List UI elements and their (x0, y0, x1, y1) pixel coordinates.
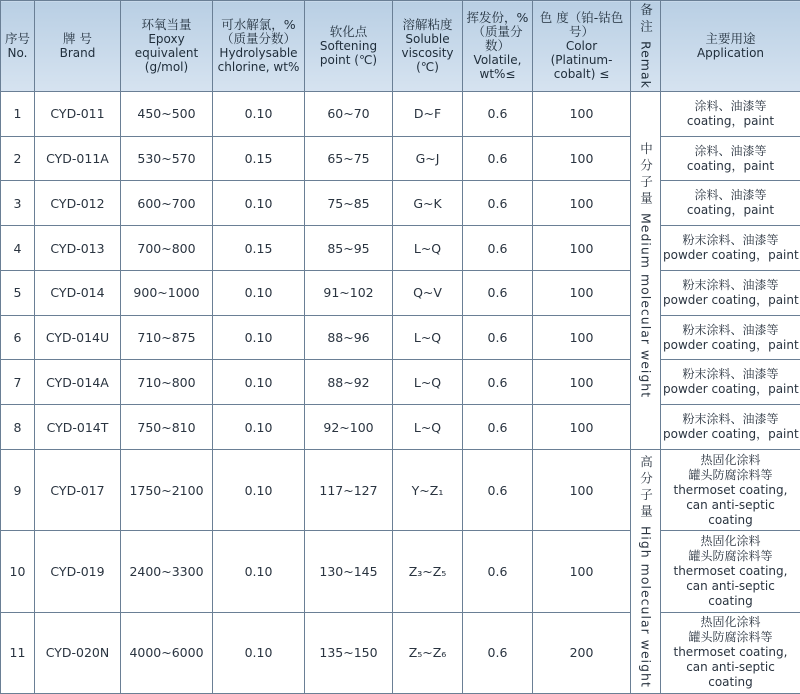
application-line: 热固化涂料 (700, 615, 761, 630)
cell-viscosity: G~K (393, 181, 463, 226)
application-line: 涂料、油漆等 (694, 143, 767, 158)
application-line: 罐头防腐涂料等 (688, 630, 773, 645)
cell-chlorine: 0.15 (213, 136, 305, 181)
header-color: 色 度（铂-钴色号） Color (Platinum-cobalt) ≤ (533, 1, 631, 92)
application-line: thermoset coating, (673, 482, 788, 497)
cell-brand: CYD-020N (35, 612, 121, 693)
cell-volatile: 0.6 (463, 181, 533, 226)
cell-no: 11 (1, 612, 35, 693)
application-line: 罐头防腐涂料等 (688, 548, 773, 563)
remark-zh: 高分子量 (638, 455, 654, 521)
cell-no: 7 (1, 360, 35, 405)
remark-medium-molecular-weight (631, 92, 661, 450)
cell-brand: CYD-012 (35, 181, 121, 226)
cell-softening: 65~75 (305, 136, 393, 181)
header-application: 主要用途 Application (661, 1, 800, 92)
cell-softening: 60~70 (305, 92, 393, 137)
header-remark: 备注 Remak (631, 1, 661, 92)
application-line: coating (708, 675, 753, 690)
cell-application (661, 270, 800, 315)
cell-color: 100 (533, 181, 631, 226)
cell-chlorine: 0.10 (213, 181, 305, 226)
cell-softening: 75~85 (305, 181, 393, 226)
cell-application (661, 360, 800, 405)
cell-color: 100 (533, 405, 631, 450)
cell-epoxy: 450~500 (121, 92, 213, 137)
cell-color: 100 (533, 315, 631, 360)
header-epoxy-equivalent: 环氧当量 Epoxy equivalent (g/mol) (121, 1, 213, 92)
cell-softening: 91~102 (305, 270, 393, 315)
cell-application (661, 531, 800, 612)
application-line: 粉末涂料、油漆等 (682, 322, 779, 337)
cell-brand: CYD-014A (35, 360, 121, 405)
cell-brand: CYD-019 (35, 531, 121, 612)
cell-chlorine: 0.10 (213, 405, 305, 450)
table-row (1, 405, 800, 450)
application-line: 涂料、油漆等 (694, 98, 767, 113)
cell-viscosity: L~Q (393, 226, 463, 271)
cell-viscosity: D~F (393, 92, 463, 137)
cell-softening: 117~127 (305, 449, 393, 530)
cell-no: 10 (1, 531, 35, 612)
table-header (1, 1, 800, 92)
application-line: powder coating，paint (663, 427, 799, 441)
cell-softening: 88~92 (305, 360, 393, 405)
application-line: 粉末涂料、油漆等 (682, 277, 779, 292)
cell-no: 9 (1, 449, 35, 530)
remark-en: High molecular weight (638, 525, 654, 688)
cell-softening: 92~100 (305, 405, 393, 450)
cell-application (661, 612, 800, 693)
cell-viscosity: Z₅~Z₆ (393, 612, 463, 693)
application-line: 涂料、油漆等 (694, 188, 767, 203)
cell-epoxy: 2400~3300 (121, 531, 213, 612)
table-row (1, 226, 800, 271)
table-row (1, 360, 800, 405)
application-line: 粉末涂料、油漆等 (682, 412, 779, 426)
cell-color: 200 (533, 612, 631, 693)
cell-no: 1 (1, 92, 35, 137)
cell-chlorine: 0.10 (213, 270, 305, 315)
cell-volatile: 0.6 (463, 136, 533, 181)
application-line: powder coating，paint (663, 248, 799, 263)
cell-epoxy: 600~700 (121, 181, 213, 226)
cell-softening: 85~95 (305, 226, 393, 271)
cell-volatile: 0.6 (463, 360, 533, 405)
application-line: coating，paint (686, 158, 775, 173)
cell-no: 8 (1, 405, 35, 450)
cell-chlorine: 0.10 (213, 449, 305, 530)
cell-viscosity: Z₃~Z₅ (393, 531, 463, 612)
application-line: coating (708, 593, 753, 608)
cell-chlorine: 0.10 (213, 531, 305, 612)
cell-color: 100 (533, 449, 631, 530)
cell-brand: CYD-013 (35, 226, 121, 271)
header-softening-point: 软化点 Softening point (℃) (305, 1, 393, 92)
table-row (1, 136, 800, 181)
table-row (1, 612, 800, 693)
table-row (1, 531, 800, 612)
table-row (1, 270, 800, 315)
application-line: 热固化涂料 (700, 452, 761, 467)
application-line: 粉末涂料、油漆等 (682, 233, 779, 248)
cell-color: 100 (533, 270, 631, 315)
cell-viscosity: Q~V (393, 270, 463, 315)
cell-no: 2 (1, 136, 35, 181)
cell-color: 100 (533, 226, 631, 271)
application-line: 粉末涂料、油漆等 (682, 367, 779, 382)
cell-epoxy: 1750~2100 (121, 449, 213, 530)
cell-brand: CYD-014T (35, 405, 121, 450)
application-line: can anti-septic (686, 578, 775, 593)
cell-chlorine: 0.10 (213, 92, 305, 137)
cell-epoxy: 900~1000 (121, 270, 213, 315)
cell-brand: CYD-011A (35, 136, 121, 181)
cell-softening: 130~145 (305, 531, 393, 612)
application-line: powder coating，paint (663, 292, 799, 307)
cell-brand: CYD-014U (35, 315, 121, 360)
application-line: thermoset coating, (673, 563, 788, 578)
cell-application (661, 181, 800, 226)
header-hydrolysable-chlorine: 可水解氯，%（质量分数） Hydrolysable chlorine, wt% (213, 1, 305, 92)
cell-color: 100 (533, 136, 631, 181)
table-row (1, 181, 800, 226)
cell-viscosity: L~Q (393, 360, 463, 405)
header-volatile: 挥发份，%（质量分数） Volatile, wt%≤ (463, 1, 533, 92)
header-brand: 牌 号 Brand (35, 1, 121, 92)
cell-epoxy: 710~875 (121, 315, 213, 360)
application-line: can anti-septic (686, 497, 775, 512)
cell-color: 100 (533, 531, 631, 612)
remark-en: Medium molecular weight (638, 213, 654, 399)
cell-chlorine: 0.10 (213, 612, 305, 693)
cell-epoxy: 530~570 (121, 136, 213, 181)
cell-volatile: 0.6 (463, 531, 533, 612)
application-line: powder coating，paint (663, 382, 799, 397)
cell-viscosity: G~J (393, 136, 463, 181)
application-line: 热固化涂料 (700, 533, 761, 548)
table-row (1, 449, 800, 530)
cell-color: 100 (533, 92, 631, 137)
cell-viscosity: Y~Z₁ (393, 449, 463, 530)
cell-application (661, 315, 800, 360)
cell-epoxy: 710~800 (121, 360, 213, 405)
cell-volatile: 0.6 (463, 92, 533, 137)
application-line: can anti-septic (686, 660, 775, 675)
table-body (1, 92, 800, 694)
cell-softening: 135~150 (305, 612, 393, 693)
cell-viscosity: L~Q (393, 405, 463, 450)
cell-volatile: 0.6 (463, 270, 533, 315)
cell-brand: CYD-014 (35, 270, 121, 315)
application-line: thermoset coating, (673, 645, 788, 660)
cell-application (661, 405, 800, 450)
table-row (1, 315, 800, 360)
table-row (1, 92, 800, 137)
cell-application (661, 226, 800, 271)
cell-epoxy: 4000~6000 (121, 612, 213, 693)
cell-brand: CYD-011 (35, 92, 121, 137)
cell-no: 6 (1, 315, 35, 360)
cell-viscosity: L~Q (393, 315, 463, 360)
cell-no: 5 (1, 270, 35, 315)
application-line: coating (708, 512, 753, 527)
cell-volatile: 0.6 (463, 405, 533, 450)
cell-no: 4 (1, 226, 35, 271)
cell-application (661, 136, 800, 181)
cell-volatile: 0.6 (463, 449, 533, 530)
cell-application (661, 449, 800, 530)
cell-epoxy: 700~800 (121, 226, 213, 271)
cell-brand: CYD-017 (35, 449, 121, 530)
application-line: coating，paint (686, 113, 775, 128)
cell-volatile: 0.6 (463, 226, 533, 271)
header-soluble-viscosity: 溶解粘度 Soluble viscosity (℃) (393, 1, 463, 92)
cell-epoxy: 750~810 (121, 405, 213, 450)
application-line: coating，paint (686, 203, 775, 218)
header-no: 序号 No. (1, 1, 35, 92)
cell-volatile: 0.6 (463, 612, 533, 693)
cell-color: 100 (533, 360, 631, 405)
remark-zh: 中分子量 (638, 142, 654, 209)
cell-chlorine: 0.15 (213, 226, 305, 271)
remark-high-molecular-weight (631, 449, 661, 693)
cell-application (661, 92, 800, 137)
cell-softening: 88~96 (305, 315, 393, 360)
cell-chlorine: 0.10 (213, 315, 305, 360)
cell-no: 3 (1, 181, 35, 226)
application-line: 罐头防腐涂料等 (688, 467, 773, 482)
cell-chlorine: 0.10 (213, 360, 305, 405)
cell-volatile: 0.6 (463, 315, 533, 360)
application-line: powder coating，paint (663, 337, 799, 352)
